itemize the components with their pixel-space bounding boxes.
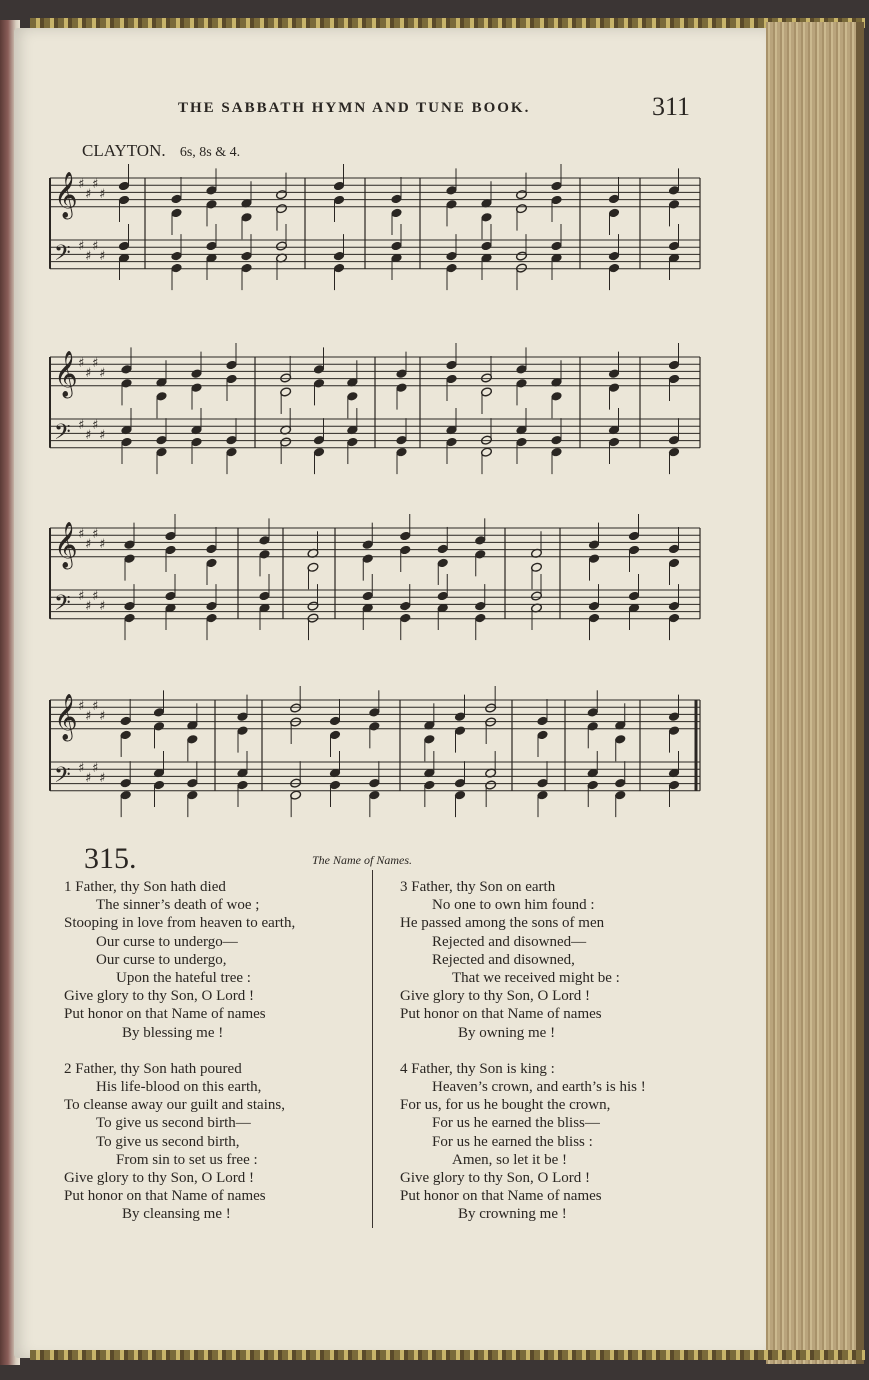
- verse-line: For us he earned the bliss—: [432, 1115, 600, 1132]
- verse-line: Rejected and disowned,: [432, 951, 575, 968]
- sharp-icon: ♯: [78, 699, 85, 714]
- hymn-number: 315.: [84, 842, 137, 875]
- sharp-icon: ♯: [92, 177, 99, 192]
- verse-line: Stooping in love from heaven to earth,: [64, 915, 296, 932]
- sharp-icon: ♯: [85, 428, 92, 443]
- sharp-icon: ♯: [92, 589, 99, 604]
- verse-line: To give us second birth,: [96, 1133, 240, 1150]
- hymn-column-left: [64, 878, 364, 1242]
- verse-line: Rejected and disowned—: [432, 933, 587, 950]
- treble-clef-icon: 𝄞: [54, 351, 78, 397]
- sharp-icon: ♯: [92, 418, 99, 433]
- verse-line: That we received might be :: [452, 970, 620, 987]
- sharp-icon: ♯: [78, 589, 85, 604]
- verse-line: To cleanse away our guilt and stains,: [64, 1097, 285, 1114]
- verse-line: His life-blood on this earth,: [96, 1079, 262, 1096]
- verse-line: Put honor on that Name of names: [64, 1006, 266, 1023]
- verse-line: Put honor on that Name of names: [64, 1188, 266, 1205]
- verse-line: By cleansing me !: [122, 1206, 231, 1223]
- stanza-1: [64, 878, 364, 1042]
- verse-line: For us, for us he bought the crown,: [400, 1097, 611, 1114]
- bass-clef-icon: 𝄢: [54, 591, 71, 621]
- sharp-icon: ♯: [92, 356, 99, 371]
- sharp-icon: ♯: [85, 249, 92, 264]
- sharp-icon: ♯: [78, 177, 85, 192]
- sharp-icon: ♯: [99, 428, 106, 443]
- verse-line: 1 Father, thy Son hath died: [64, 879, 226, 895]
- sharp-icon: ♯: [78, 527, 85, 542]
- verse-line: Upon the hateful tree :: [116, 970, 251, 987]
- verse-line: To give us second birth—: [96, 1115, 251, 1132]
- verse-line: 3 Father, thy Son on earth: [400, 879, 556, 895]
- sharp-icon: ♯: [99, 187, 106, 202]
- tune-meter: 6s, 8s & 4.: [179, 145, 241, 160]
- verse-line: For us he earned the bliss :: [432, 1133, 593, 1150]
- verse-line: Our curse to undergo,: [96, 951, 227, 968]
- sharp-icon: ♯: [85, 771, 92, 786]
- running-title: THE SABBATH HYMN AND TUNE BOOK.: [178, 100, 531, 116]
- verse-line: Heaven’s crown, and earth’s is his !: [432, 1079, 646, 1096]
- sharp-icon: ♯: [99, 249, 106, 264]
- verse-line: Amen, so let it be !: [452, 1151, 567, 1168]
- treble-clef-icon: 𝄞: [54, 694, 78, 740]
- treble-clef-icon: 𝄞: [54, 172, 78, 218]
- sharp-icon: ♯: [99, 599, 106, 614]
- verse-line: Give glory to thy Son, O Lord !: [400, 1170, 590, 1187]
- verse-line: Put honor on that Name of names: [400, 1006, 602, 1023]
- verse-line: Put honor on that Name of names: [400, 1188, 602, 1205]
- sharp-icon: ♯: [92, 761, 99, 776]
- sharp-icon: ♯: [85, 187, 92, 202]
- column-divider: [372, 870, 373, 1228]
- sharp-icon: ♯: [99, 771, 106, 786]
- sharp-icon: ♯: [92, 699, 99, 714]
- gilt-border-bottom: [30, 1350, 865, 1360]
- sharp-icon: ♯: [78, 356, 85, 371]
- verse-line: He passed among the sons of men: [400, 915, 605, 932]
- verse-line: No one to own him found :: [432, 897, 595, 914]
- sharp-icon: ♯: [99, 537, 106, 552]
- verse-line: 2 Father, thy Son hath poured: [64, 1060, 242, 1077]
- page-number: 311: [652, 92, 691, 121]
- verse-line: Give glory to thy Son, O Lord !: [64, 988, 254, 1005]
- sharp-icon: ♯: [85, 709, 92, 724]
- verse-line: By owning me !: [458, 1024, 556, 1041]
- sharp-icon: ♯: [92, 239, 99, 254]
- stanza-4: [400, 1060, 700, 1224]
- verse-line: By blessing me !: [122, 1024, 224, 1041]
- verse-line: Give glory to thy Son, O Lord !: [400, 988, 590, 1005]
- stanza-3: [400, 878, 700, 1042]
- sharp-icon: ♯: [99, 709, 106, 724]
- hymn-title: The Name of Names.: [312, 853, 412, 867]
- sharp-icon: ♯: [85, 537, 92, 552]
- verse-line: Give glory to thy Son, O Lord !: [64, 1170, 254, 1187]
- sharp-icon: ♯: [78, 418, 85, 433]
- bass-clef-icon: 𝄢: [54, 763, 71, 793]
- bass-clef-icon: 𝄢: [54, 420, 71, 450]
- sharp-icon: ♯: [85, 599, 92, 614]
- sharp-icon: ♯: [78, 239, 85, 254]
- sharp-icon: ♯: [85, 366, 92, 381]
- verse-line: Our curse to undergo—: [96, 933, 238, 950]
- verse-line: 4 Father, thy Son is king :: [400, 1060, 555, 1077]
- stanza-2: [64, 1060, 364, 1224]
- verse-line: From sin to set us free :: [116, 1151, 258, 1168]
- verse-line: The sinner’s death of woe ;: [96, 897, 260, 914]
- tune-name: CLAYTON.: [82, 141, 166, 160]
- sharp-icon: ♯: [78, 761, 85, 776]
- treble-clef-icon: 𝄞: [54, 522, 78, 568]
- sharp-icon: ♯: [92, 527, 99, 542]
- sharp-icon: ♯: [99, 366, 106, 381]
- hymn-column-right: [400, 878, 700, 1242]
- bass-clef-icon: 𝄢: [54, 241, 71, 271]
- verse-line: By crowning me !: [458, 1206, 567, 1223]
